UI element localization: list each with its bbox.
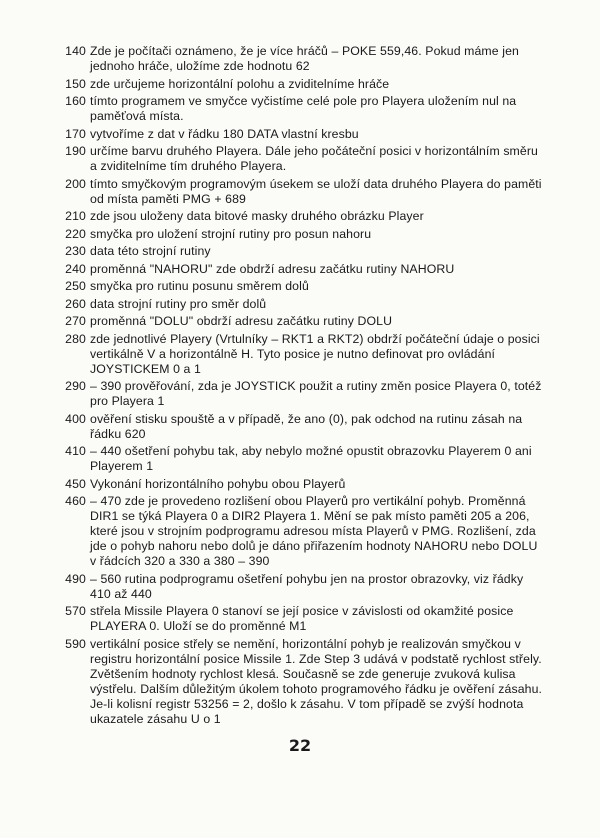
- line-number: 170: [65, 126, 86, 141]
- line-number: 240: [65, 261, 86, 276]
- line-entry: [58, 94, 546, 124]
- line-entry: [58, 279, 546, 294]
- line-number: 450: [65, 476, 86, 491]
- line-description: proměnná "NAHORU" zde obdrží adresu začátku rutiny NAHORU: [90, 261, 455, 276]
- line-commentary-list: [58, 44, 546, 729]
- page-number: 22: [288, 736, 312, 755]
- line-entry: [58, 297, 546, 312]
- line-entry: [58, 379, 546, 409]
- line-number: 570: [65, 604, 86, 618]
- line-description: zde jsou uloženy data bitové masky druhého obrázku Player: [90, 209, 424, 223]
- line-number: 490: [65, 571, 86, 586]
- line-entry: [58, 332, 546, 377]
- line-description: – 440 ošetření pohybu tak, aby nebylo možné opustit obrazovku Playerem 0 ani Playerem 1: [90, 444, 532, 473]
- line-description: zde určujeme horizontální polohu a zviditelníme hráče: [90, 76, 390, 91]
- line-number: 400: [65, 411, 86, 426]
- line-number: 260: [65, 296, 86, 311]
- line-number: 220: [65, 226, 86, 241]
- line-description: zde jednotlivé Playery (Vrtulníky – RKT1 a RKT2) obdrží počáteční údaje o posici vertikálně V a horizontálně H. Tyto posice je nutno definovat pro ovládání JOYSTICKEM 0 a 1: [90, 331, 540, 376]
- line-description: smyčka pro uložení strojní rutiny pro posun nahoru: [90, 226, 372, 241]
- line-number: 460: [65, 494, 86, 508]
- line-entry: [58, 604, 546, 634]
- line-description: smyčka pro rutinu posunu směrem dolů: [90, 279, 309, 293]
- line-number: 210: [65, 209, 86, 223]
- line-number: 230: [65, 244, 86, 258]
- line-description: Vykonání horizontálního pohybu obou Playerů: [90, 476, 346, 491]
- line-number: 160: [65, 94, 86, 108]
- line-number: 190: [65, 144, 86, 158]
- line-number: 280: [65, 331, 86, 346]
- line-entry: [58, 412, 546, 442]
- line-entry: [58, 262, 546, 277]
- line-description: data strojní rutiny pro směr dolů: [90, 296, 267, 311]
- line-entry: [58, 444, 546, 474]
- line-entry: [58, 177, 546, 207]
- line-entry: [58, 144, 546, 174]
- line-entry: [58, 494, 546, 569]
- line-number: 140: [65, 44, 86, 58]
- line-description: tímto smyčkovým programovým úsekem se uloží data druhého Playera do paměti od místa paměti PMG + 689: [90, 176, 542, 206]
- line-number: 290: [65, 379, 86, 393]
- line-description: – 390 prověřování, zda je JOYSTICK použit a rutiny změn posice Playera 0, totéž pro Playera 1: [90, 379, 542, 408]
- line-description: vertikální posice střely se nemění, horizontální pohyb je realizován smyčkou v registru horizontální posice Missile 1. Zde Step 3 udává v podstatě rychlost střely. Zvětšením hodnoty rychlost klesá. Současně se zde generuje zvuková kulisa výstřelu. Dalším důležitým úkolem tohoto programového řádku je ověření zásahu. Je-li kolisní registr 53256 = 2, došlo k zásahu. V tom případě se zvýší hodnota ukazatele zásahu U o 1: [90, 636, 543, 726]
- line-description: ověření stisku spouště a v případě, že ano (0), pak odchod na rutinu zásah na řádku 620: [90, 411, 523, 441]
- line-number: 590: [65, 636, 86, 651]
- line-number: 150: [65, 76, 86, 91]
- line-description: – 470 zde je provedeno rozlišení obou Playerů pro vertikální pohyb. Proměnná DIR1 se týká Playera 0 a DIR2 Playera 1. Mění se pak místo paměti 205 a 206, které jsou v strojním podprogramu adresou místa Playerů v PMG. Rozlišení, zda jde o pohyb nahoru nebo dolů je dáno přiřazením hodnoty NAHORU nebo DOLU v řádcích 320 a 330 a 380 – 390: [90, 494, 538, 568]
- line-entry: [58, 77, 546, 92]
- line-description: tímto programem ve smyčce vyčistíme celé pole pro Playera uložením nul na paměťová místa.: [90, 94, 517, 123]
- line-number: 250: [65, 279, 86, 293]
- line-description: střela Missile Playera 0 stanoví se její posice v závislosti od okamžité posice PLAYERA 0. Uloží se do proměnné M1: [90, 604, 514, 633]
- line-description: – 560 rutina podprogramu ošetření pohybu jen na prostor obrazovky, viz řádky 410 až 440: [90, 571, 524, 601]
- line-entry: [58, 209, 546, 224]
- line-entry: [58, 127, 546, 142]
- line-description: Zde je počítači oznámeno, že je více hráčů – POKE 559,46. Pokud máme jen jednoho hráče, uložíme zde hodnotu 62: [90, 44, 519, 73]
- line-description: vytvoříme z dat v řádku 180 DATA vlastní kresbu: [90, 126, 359, 141]
- line-description: data této strojní rutiny: [90, 244, 211, 258]
- line-entry: [58, 314, 546, 329]
- line-number: 200: [65, 176, 86, 191]
- line-entry: [58, 44, 546, 74]
- line-entry: [58, 572, 546, 602]
- line-number: 410: [65, 444, 86, 458]
- line-entry: [58, 244, 546, 259]
- line-number: 270: [65, 314, 86, 328]
- line-entry: [58, 637, 546, 727]
- line-entry: [58, 227, 546, 242]
- line-description: určíme barvu druhého Playera. Dále jeho počáteční posici v horizontálním směru a zviditelníme tím druhého Playera.: [90, 144, 538, 173]
- line-entry: [58, 477, 546, 492]
- line-description: proměnná "DOLU" obdrží adresu začátku rutiny DOLU: [90, 314, 393, 328]
